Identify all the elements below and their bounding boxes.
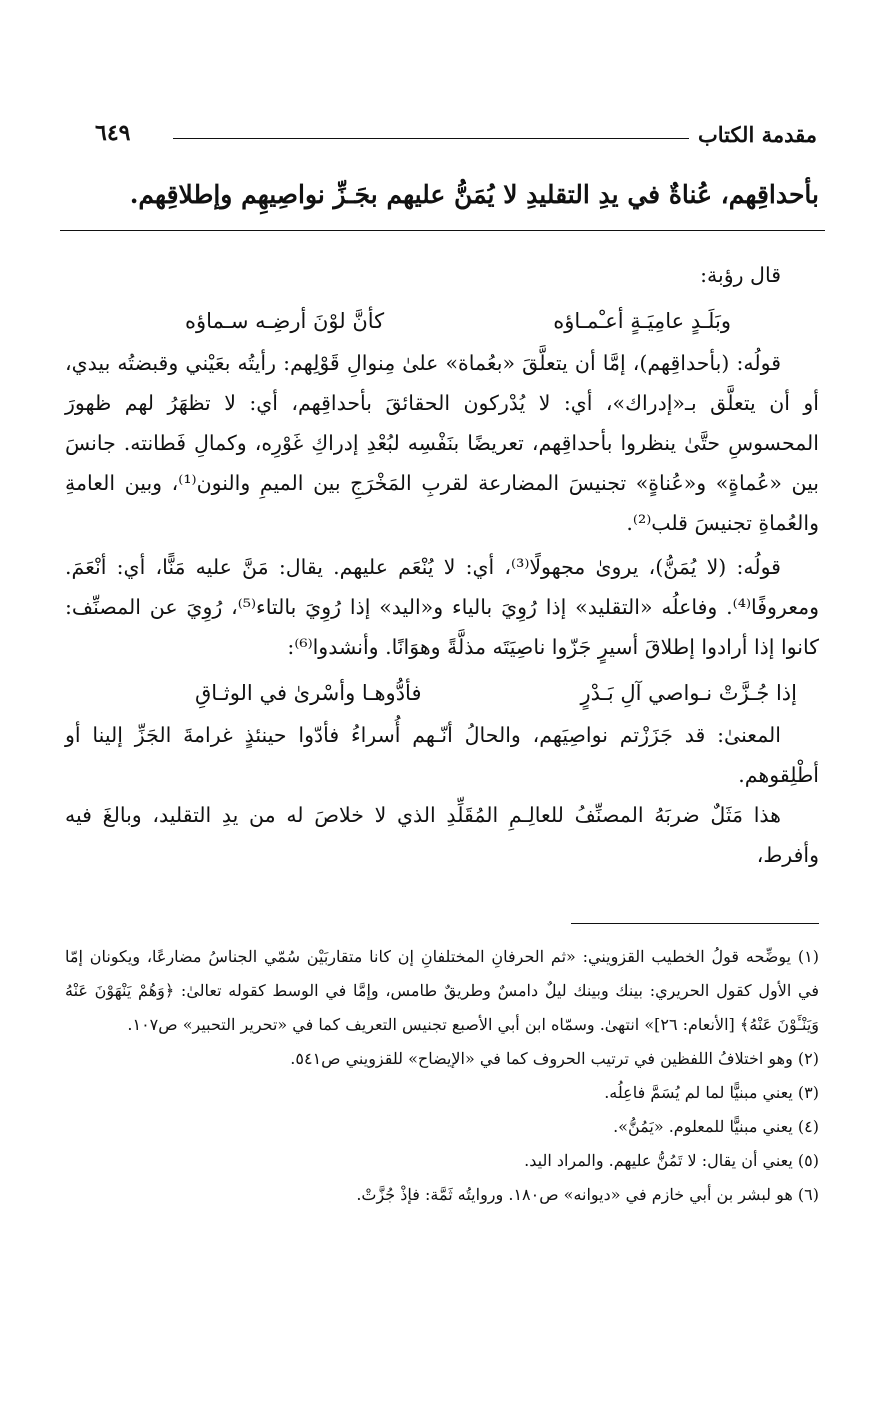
body-paragraph: قولُه: (بأحداقِهم)، إمَّا أن يتعلَّقَ «بعُماة» علىٰ مِنوالِ قَوْلِهم: رأيتُه بعَيْني وقبضتُه بيدي، أو أن يتعلَّق بـ«إدراك»، أي: لا يُدْركون الحقائقَ بأحداقِهم، أي: لا تظهَرُ لهم ظهورَ المحسوسِ حتَّىٰ ينظروا بأحداقِهم، تعريضًا بنَفْسِه لبُعْدِ إدراكِ غَوْرِه، وكمالِ فَطانته. جانسَ بين «عُماةٍ» و«عُناةٍ» تجنيسَ المضارعة لقربِ المَخْرَجِ بين الميمِ والنون⁽¹⁾، وبين العامةِ والعُماةِ تجنيسَ قلب⁽²⁾. <box>65 351 819 535</box>
footnote-rule <box>571 923 819 924</box>
page-number: ٦٤٩ <box>95 120 131 146</box>
footnote: (٤) يعني مبنيًّا للمعلوم. «يَمُنُّ». <box>613 1117 819 1136</box>
matn-line: بأحداقِهم، عُناةٌ في يدِ التقليدِ لا يُمَنُّ عليهم بجَـزِّ نواصِيهِم وإطلاقِهم. <box>129 180 819 209</box>
footnotes <box>65 940 819 1212</box>
footnote: (٦) هو لبشر بن أبي خازم في «ديوانه» ص١٨٠. وروايتُه ثَمَّة: فإذْ جُزَّتْ. <box>356 1185 819 1204</box>
footnote: (٥) يعني أن يقال: لا تَمُنُّ عليهم. والمراد اليد. <box>524 1151 819 1170</box>
verse-line <box>65 301 819 341</box>
matn-rule <box>60 230 825 231</box>
body-paragraph: المعنىٰ: قد جَزَزْتم نواصِيَهم، والحالُ أنّـهم أُسراءُ فأدّوا حينئذٍ غرامةَ الجَزِّ إلينا أو أطْلِقوهم. <box>65 723 819 787</box>
running-header <box>95 122 817 158</box>
body-paragraph: هذا مَثَلٌ ضربَهُ المصنِّفُ للعالِـمِ المُقَلِّدِ الذي لا خلاصَ له من يدِ التقليد، وبالغَ فيه وأفرط، <box>65 803 819 867</box>
body-paragraph: قال رؤبة: <box>700 263 781 287</box>
verse-hemistich-right: وبَلَـدٍ عامِيَـةٍ أعـْمـاؤه <box>553 309 731 333</box>
footnote: (١) يوضِّحه قولُ الخطيب القزويني: «ثم الحرفانِ المختلفانِ إن كانا متقاربَيْن سُمّي الجناسُ مضارعًا، ويكونان إمّا في الأول كقول الحريري: بينك وبينك ليلٌ دامسٌ وطريقٌ طامس، وإمَّا في الوسط كقوله تعالىٰ: ﴿وَهُمْ يَنْهَوْنَ عَنْهُ وَيَنْـَٔوْنَ عَنْهُ﴾ [الأنعام: ٢٦]» انتهىٰ. وسمّاه ابن أبي الأصبع تجنيس التعريف كما في «تحرير التحبير» ص١٠٧. <box>65 947 819 1034</box>
verse-hemistich-left: فأدُّوهـا وأسْرىٰ في الوثـاقِ <box>195 681 422 705</box>
header-rule <box>173 138 689 139</box>
commentary-body <box>65 255 819 875</box>
body-paragraph: قولُه: (لا يُمَنُّ)، يروىٰ مجهولًا⁽³⁾، أي: لا يُنْعَم عليهم. يقال: مَنَّ عليه مَنًّا، أي: أنْعَمَ. ومعروفًا⁽⁴⁾. وفاعلُه «التقليد» إذا رُوِيَ بالياء و«اليد» إذا رُوِيَ بالتاء⁽⁵⁾، رُوِيَ عن المصنِّف: كانوا إذا أرادوا إطلاقَ أسيرٍ جَزّوا ناصِيَتَه مذلَّةً وهوَانًا. وأنشدوا⁽⁶⁾: <box>65 555 819 659</box>
verse-hemistich-left: كأنَّ لوْنَ أرضِـه سـماؤه <box>185 309 385 333</box>
footnote: (٢) وهو اختلافُ اللفظين في ترتيب الحروف كما في «الإيضاح» للقزويني ص٥٤١. <box>290 1049 819 1068</box>
footnote: (٣) يعني مبنيًّا لما لم يُسَمَّ فاعِلُه. <box>604 1083 819 1102</box>
running-title: مقدمة الكتاب <box>697 122 817 147</box>
verse-hemistich-right: إذا جُـزَّتْ نـواصي آلِ بَـدْرٍ <box>580 681 797 705</box>
verse-line <box>65 673 819 713</box>
